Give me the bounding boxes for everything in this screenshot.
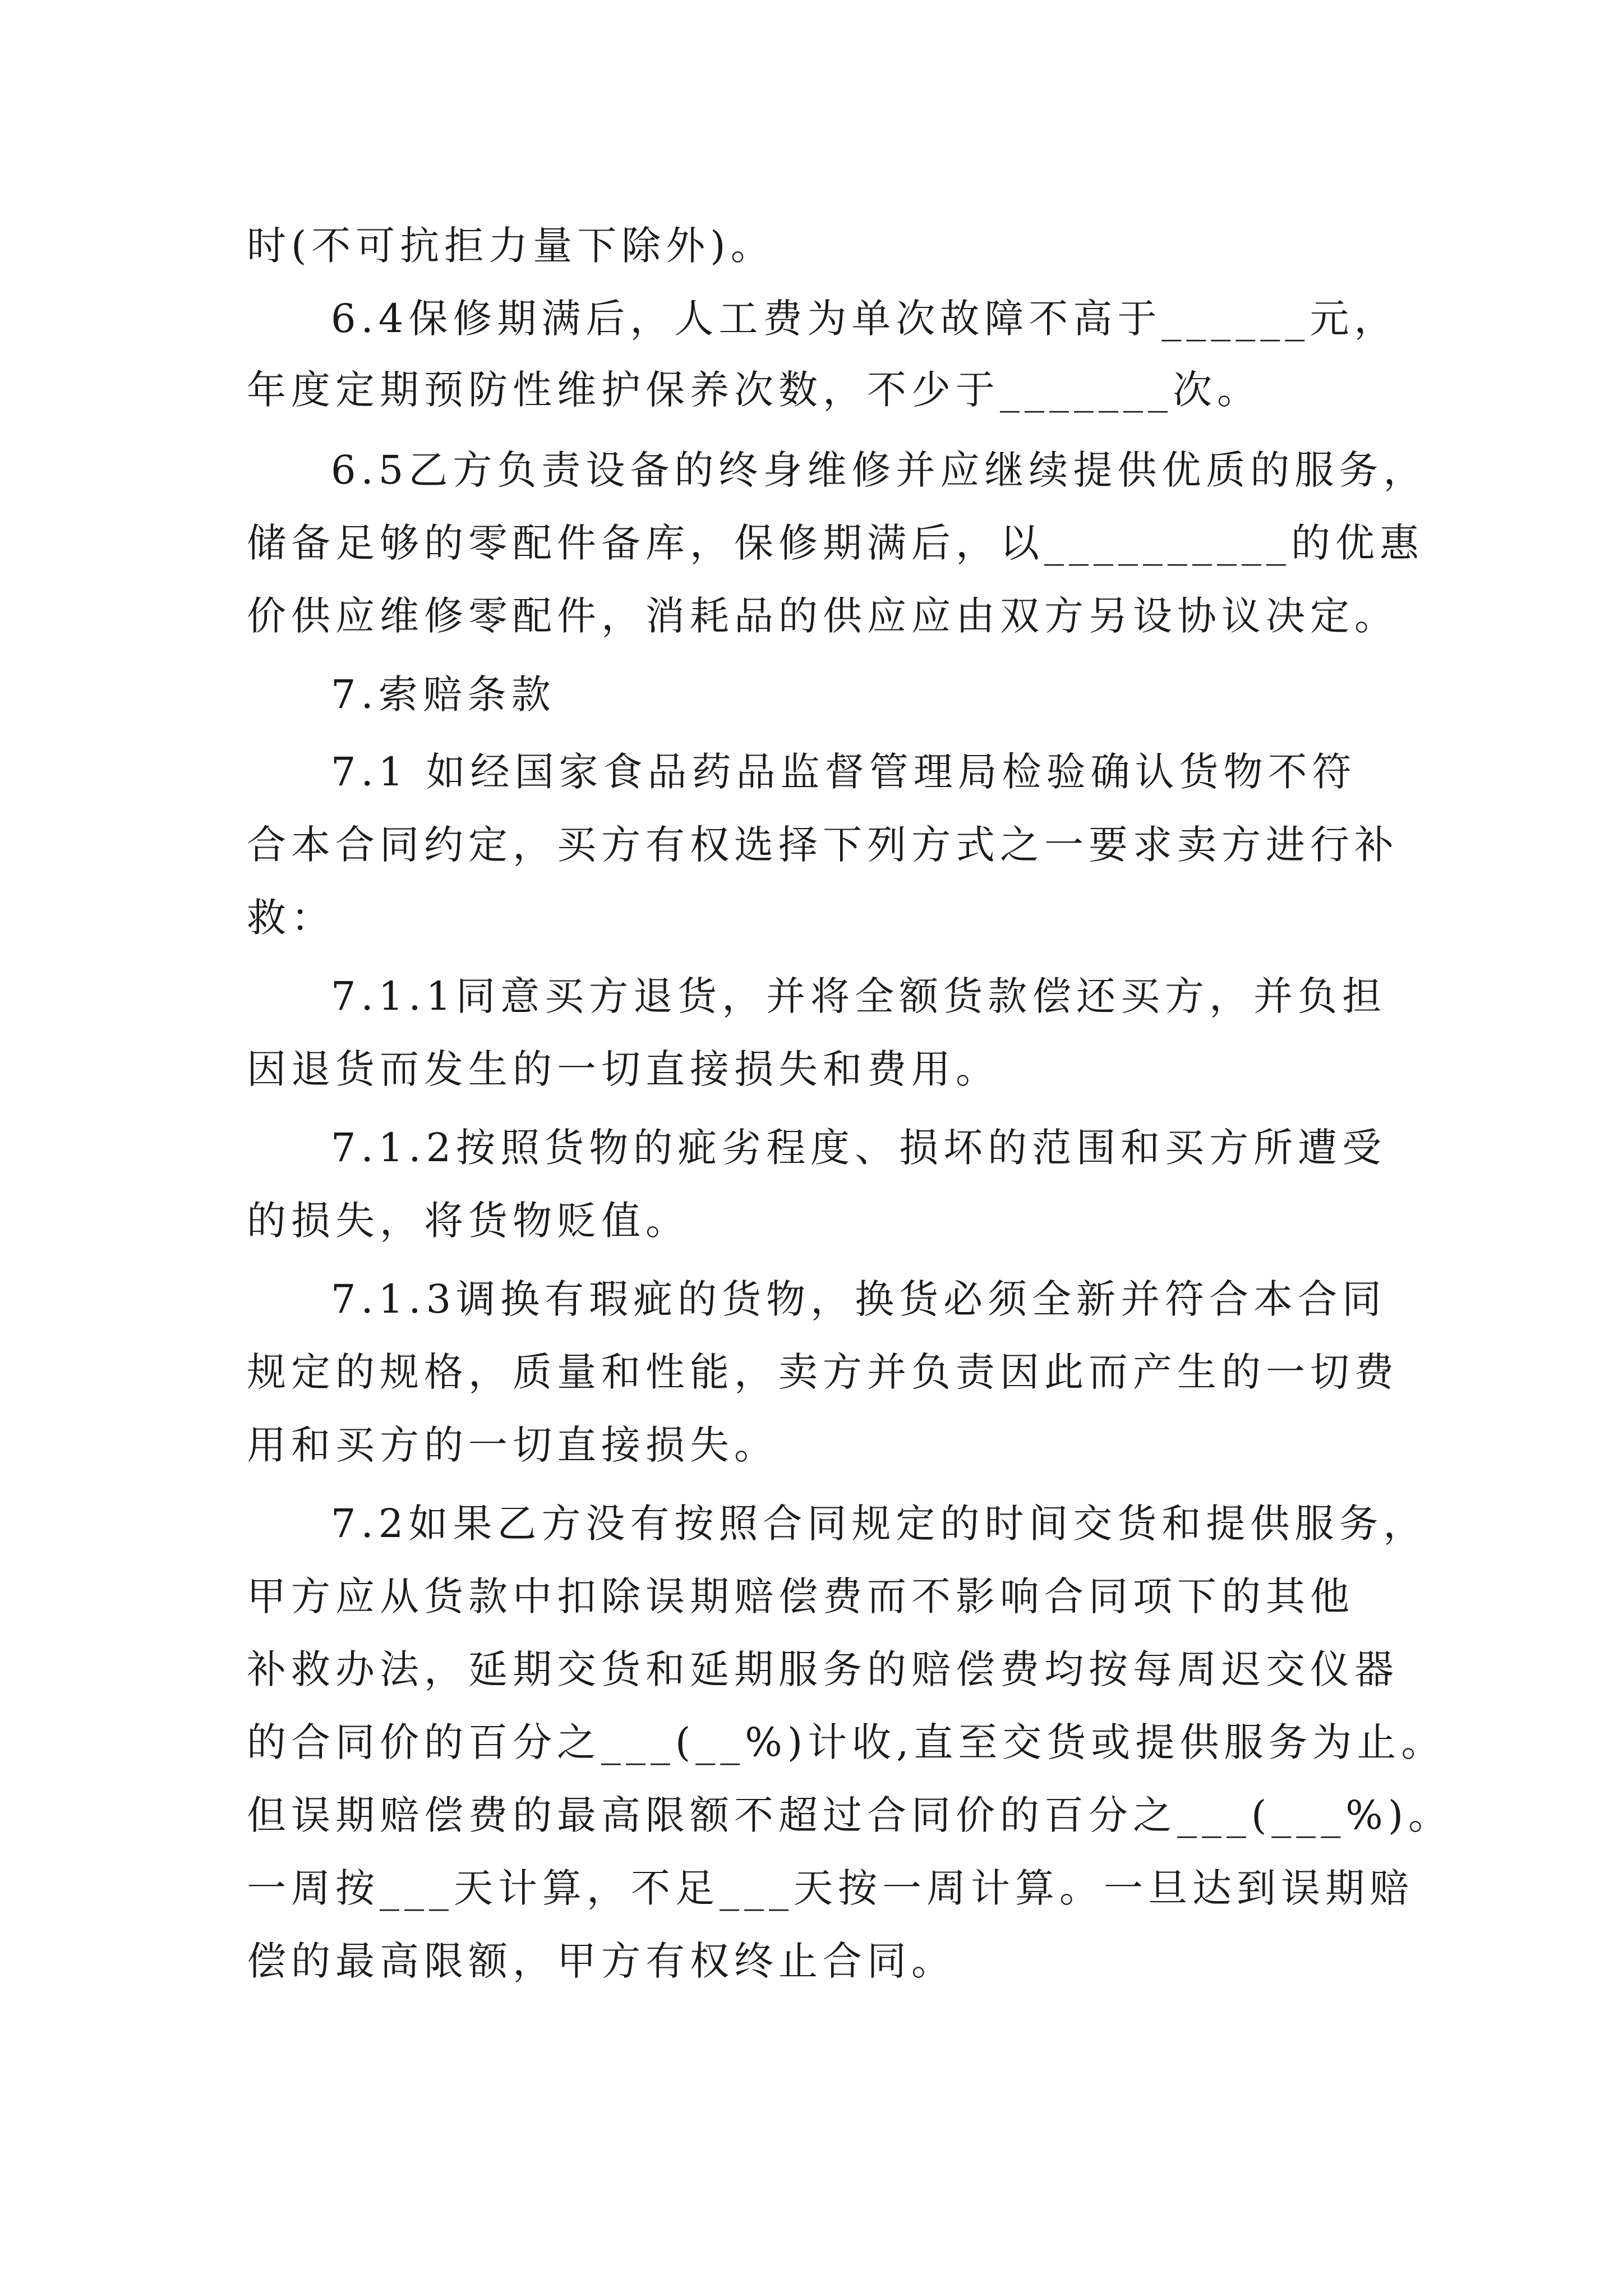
- section-heading-7: 7.索赔条款: [331, 671, 556, 717]
- text-line: 偿的最高限额，甲方有权终止合同。: [247, 1938, 956, 1984]
- clause-7-1-3: 7.1.3调换有瑕疵的货物，换货必须全新并符合本合同: [331, 1276, 1387, 1322]
- clause-6-5: 6.5乙方负责设备的终身维修并应继续提供优质的服务，: [331, 447, 1428, 493]
- text-line: 用和买方的一切直接损失。: [247, 1422, 778, 1468]
- text-line: 的合同价的百分之___(__%)计收,直至交货或提供服务为止。: [247, 1719, 1446, 1765]
- text-line: 合本合同约定，买方有权选择下列方式之一要求卖方进行补: [247, 822, 1399, 868]
- clause-7-1-2: 7.1.2按照货物的疵劣程度、损坏的范围和买方所遭受: [331, 1125, 1387, 1171]
- text-line: 价供应维修零配件，消耗品的供应应由双方另设协议决定。: [247, 593, 1399, 639]
- text-line: 但误期赔偿费的最高限额不超过合同价的百分之___(___%)。: [247, 1792, 1453, 1838]
- text-line: 一周按___天计算，不足___天按一周计算。一旦达到误期赔: [247, 1865, 1414, 1911]
- text-line: 因退货而发生的一切直接损失和费用。: [247, 1046, 1000, 1092]
- clause-7-2: 7.2如果乙方没有按照合同规定的时间交货和提供服务，: [331, 1501, 1428, 1547]
- text-line: 时(不可抗拒力量下除外)。: [247, 223, 775, 269]
- text-line: 的损失，将货物贬值。: [247, 1198, 690, 1244]
- text-line: 年度定期预防性维护保养次数，不少于_______次。: [247, 367, 1261, 413]
- text-line: 储备足够的零配件备库，保修期满后，以__________的优惠: [247, 520, 1424, 566]
- clause-7-1-1: 7.1.1同意买方退货，并将全额货款偿还买方，并负担: [331, 973, 1387, 1019]
- text-line: 甲方应从货款中扣除误期赔偿费而不影响合同项下的其他: [247, 1573, 1354, 1619]
- clause-6-4: 6.4保修期满后，人工费为单次故障不高于______元，: [331, 296, 1399, 342]
- clause-7-1: 7.1 如经国家食品药品监督管理局检验确认货物不符: [331, 749, 1357, 795]
- text-line: 补救办法，延期交货和延期服务的赔偿费均按每周迟交仪器: [247, 1646, 1399, 1692]
- text-line: 规定的规格，质量和性能，卖方并负责因此而产生的一切费: [247, 1349, 1399, 1395]
- text-line: 救：: [247, 895, 335, 941]
